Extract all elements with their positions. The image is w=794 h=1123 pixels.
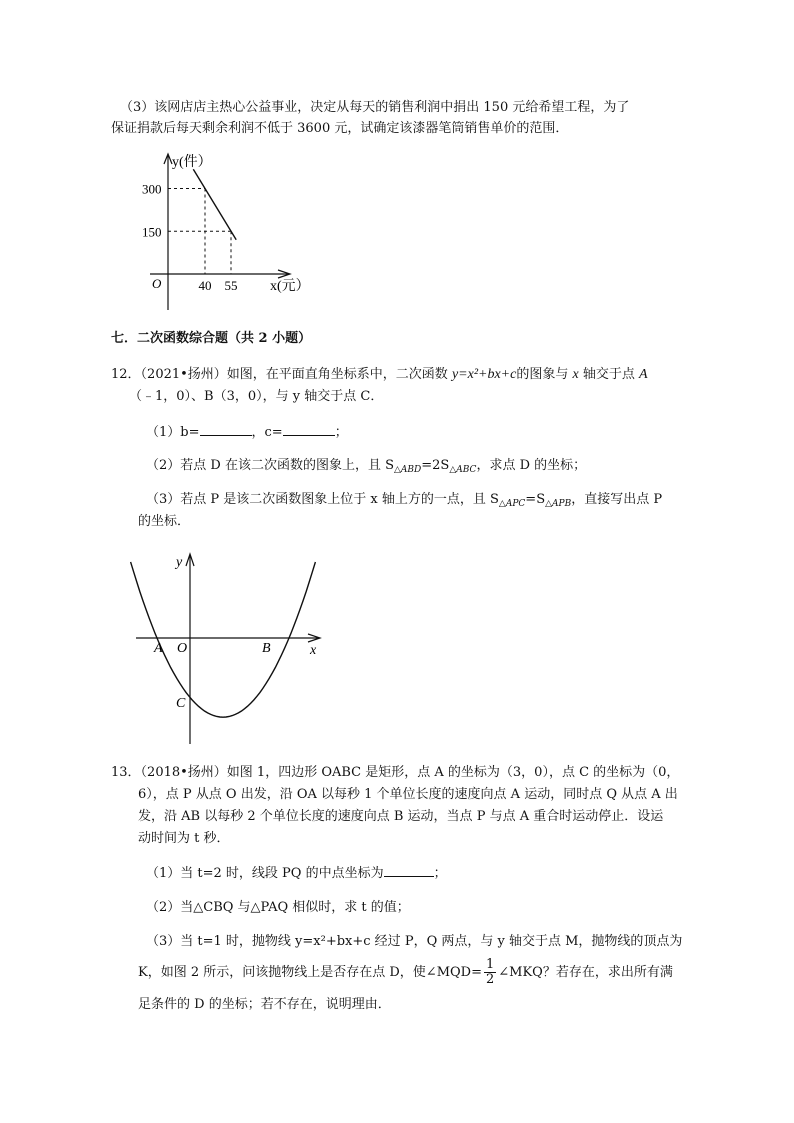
q12-part3-b: =S <box>525 492 546 507</box>
q13-line4: 动时间为 t 秒． <box>138 831 230 846</box>
q12-sub-apc: △APC <box>498 499 526 509</box>
q12-part2-c: ，求点 D 的坐标； <box>476 458 587 473</box>
q12-line1-a: 12．（2021•扬州）如图，在平面直角坐标系中，二次函数 <box>111 367 452 382</box>
q11-part3-line2: 保证捐款后每天剩余利润不低于 3600 元，试确定该漆器笔筒销售单价的范围． <box>111 121 569 136</box>
graph1-ytick-150: 150 <box>142 224 162 240</box>
graph1-origin: O <box>152 276 162 291</box>
q12-part3 <box>146 491 662 513</box>
q11-part3-line1: （3）该网店店主热心公益事业，决定从每天的销售利润中捐出 150 元给希望工程，为了 <box>120 100 630 115</box>
q12-blank-c <box>283 423 335 436</box>
q13-fraction <box>484 958 496 987</box>
graph1-line-chart <box>130 150 320 318</box>
q13-part1-a: （1）当 t=2 时，线段 PQ 的中点坐标为 <box>146 866 384 881</box>
graph1-xtick-40: 40 <box>198 278 212 293</box>
q12-blank-b <box>200 423 252 436</box>
q13-line1: 13．（2018•扬州）如图 1，四边形 OABC 是矩形，点 A 的坐标为（3，0），点 C 的坐标为（0， <box>111 765 680 780</box>
q12-formula: y=x²+bx+c <box>451 367 517 382</box>
q12-part3-line2: 的坐标． <box>138 514 191 529</box>
q13-frac-den: 2 <box>485 972 495 987</box>
q13-frac-num: 1 <box>485 957 495 972</box>
graph1-xlabel: x(元） <box>270 279 310 294</box>
graph2-label-o: O <box>177 641 188 656</box>
q12-x-var: x <box>572 367 579 382</box>
graph2-label-a: A <box>154 641 163 656</box>
q13-part3-line1: （3）当 t=1 时，抛物线 y=x²+bx+c 经过 P，Q 两点，与 y 轴交于点 M，抛物线的顶点为 <box>146 934 683 949</box>
graph2-label-b: B <box>262 641 271 656</box>
q12-line1-c: 轴交于点 <box>578 367 639 382</box>
q12-line1-b: 的图象与 <box>516 367 573 382</box>
graph2-label-c: C <box>176 696 186 711</box>
section7-heading: 七．二次函数综合题（共 2 小题） <box>111 331 312 346</box>
q13-blank-midpoint <box>384 864 434 877</box>
graph1-data-line <box>193 169 236 240</box>
graph1-xtick-55: 55 <box>224 278 238 293</box>
q12-part1-b: ，c= <box>251 425 283 440</box>
graph2-y-label: y <box>176 555 183 570</box>
q12-sub-abc: △ABC <box>449 465 477 475</box>
q12-line2: （﹣1，0）、B（3，0），与 y 轴交于点 C． <box>129 389 384 404</box>
q12-sub-apb: △APB <box>545 499 572 509</box>
q12-point-a: A <box>638 367 648 382</box>
graph1-ytick-300: 300 <box>142 181 162 197</box>
q12-part2-b: =2S <box>421 458 450 473</box>
q13-part2: （2）当△CBQ 与△PAQ 相似时，求 t 的值； <box>146 900 410 915</box>
q12-line1 <box>111 366 648 384</box>
graph2-curve <box>131 562 316 717</box>
q12-part2-a: （2）若点 D 在该二次函数的图象上，且 S <box>146 458 394 473</box>
q13-part3-b2: ∠MKQ？若存在，求出所有满 <box>498 965 673 980</box>
graph2-x-label: x <box>310 643 317 658</box>
q13-part3-b1: K，如图 2 所示，问该抛物线上是否存在点 D，使∠MQD= <box>138 965 482 980</box>
q13-part1-b: ； <box>433 866 447 881</box>
graph1-ylabel: y(件） <box>172 155 212 170</box>
q12-part1-a: （1）b= <box>146 425 200 440</box>
q12-part3-a: （3）若点 P 是该二次函数图象上位于 x 轴上方的一点，且 S <box>146 492 499 507</box>
q12-part3-c: ，直接写出点 P <box>571 492 663 507</box>
q13-part3-line3: 足条件的 D 的坐标；若不存在，说明理由． <box>138 997 391 1012</box>
graph2-parabola <box>130 548 330 748</box>
q12-part1 <box>146 423 348 442</box>
q13-line2: 6），点 P 从点 O 出发，沿 OA 以每秒 1 个单位长度的速度向点 A 运动，同时点 Q 从点 A 出 <box>138 787 678 802</box>
q12-sub-abd: △ABD <box>394 465 422 475</box>
q13-part3-line2 <box>138 958 673 988</box>
q12-part2 <box>146 457 586 479</box>
q13-part1 <box>146 864 447 883</box>
q12-part1-c: ； <box>334 425 348 440</box>
q13-line3: 发，沿 AB 以每秒 2 个单位长度的速度向点 B 运动，当点 P 与点 A 重合时运动停止．设运 <box>138 809 664 824</box>
